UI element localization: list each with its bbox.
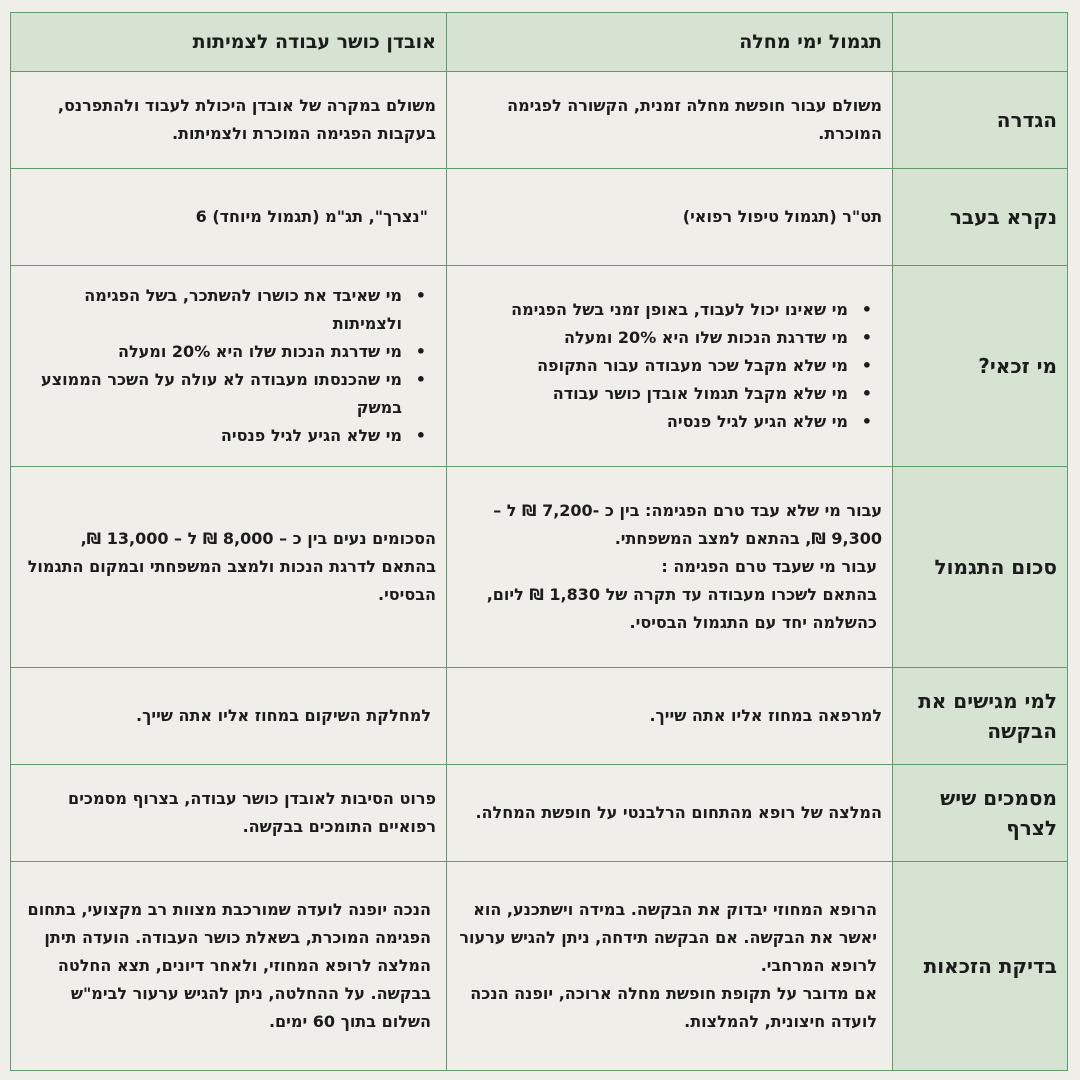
cell-text: עבור מי שלא עבד טרם הפגימה: בין כ -7,200 ₪ ל – 9,300 ₪, בהתאם למצב המשפחתי. — [493, 501, 882, 548]
list-item: • מי שדרגת הנכות שלו היא 20% ומעלה — [21, 338, 402, 366]
cell-text: תט"ר (תגמול טיפול רפואי) — [682, 207, 882, 226]
list-item: • מי שלא מקבל שכר מעבודה עבור התקופה — [457, 352, 848, 380]
list-item: • מי שהכנסתו מעבודה לא עולה על השכר הממוצע במשק — [21, 366, 402, 422]
row-header-former-name: נקרא בעבר — [893, 169, 1068, 266]
cell-text: המלצה של רופא מהתחום הרלבנטי על חופשת המחלה. — [475, 803, 882, 822]
column-header-sick-pay: תגמול ימי מחלה — [447, 13, 893, 72]
table-row — [11, 862, 1068, 1071]
row-header-submit-to: למי מגישים את הבקשה — [893, 668, 1068, 765]
cell-disability-eligibility — [11, 266, 447, 467]
column-header-work-disability: אובדן כושר עבודה לצמיתות — [11, 13, 447, 72]
cell-sick-former-name — [447, 169, 893, 266]
cell-text: אם מדובר על תקופת חופשת מחלה ארוכה, יופנה הנכה לועדה חיצונית, להמלצות. — [470, 984, 877, 1031]
table-row — [11, 72, 1068, 169]
header-row — [11, 13, 1068, 72]
cell-text: משולם עבור חופשת מחלה זמנית, הקשורה לפגימה המוכרת. — [507, 96, 882, 143]
table-row — [11, 668, 1068, 765]
cell-text: הנכה יופנה לועדה שמורכבת מצוות רב מקצועי, בתחום הפגימה המוכרת, בשאלת כושר העבודה. הועדה תיתן המלצה לרופא המחוזי, ולאחר דיונים, תצא החלטה בבקשה. על ההחלטה, ניתן להגיש ערעור לבימ"ש השלום בתוך 60 ימים. — [27, 900, 431, 1031]
cell-sick-amount — [447, 467, 893, 668]
row-header-eligibility-check: בדיקת הזכאות — [893, 862, 1068, 1071]
row-header-amount: סכום התגמול — [893, 467, 1068, 668]
cell-sick-eligibility-check — [447, 862, 893, 1071]
cell-disability-documents — [11, 765, 447, 862]
cell-text: הסכומים נעים בין כ – 8,000 ₪ ל – 13,000 ₪, בהתאם לדרגת הנכות ולמצב המשפחתי ובמקום התגמול הבסיסי. — [27, 529, 436, 604]
table-row — [11, 765, 1068, 862]
list-item: • מי שאיבד את כושרו להשתכר, בשל הפגימה ולצמיתות — [21, 282, 402, 338]
cell-text: למרפאה במחוז אליו אתה שייך. — [649, 706, 882, 725]
row-header-definition: הגדרה — [893, 72, 1068, 169]
cell-text: בהתאם לשכרו מעבודה עד תקרה של 1,830 ₪ ליום, כהשלמה יחד עם התגמול הבסיסי. — [486, 585, 877, 632]
cell-text: פרוט הסיבות לאובדן כושר עבודה, בצרוף מסמכים רפואיים התומכים בבקשה. — [68, 789, 436, 836]
cell-disability-former-name — [11, 169, 447, 266]
cell-sick-submit-to — [447, 668, 893, 765]
row-header-eligibility: מי זכאי? — [893, 266, 1068, 467]
row-header-documents: מסמכים שיש לצרף — [893, 765, 1068, 862]
corner-cell — [893, 13, 1068, 72]
cell-disability-definition — [11, 72, 447, 169]
cell-sick-eligibility — [447, 266, 893, 467]
eligibility-list — [21, 282, 436, 450]
table-row — [11, 266, 1068, 467]
cell-disability-amount — [11, 467, 447, 668]
table-row — [11, 169, 1068, 266]
cell-text: הרופא המחוזי יבדוק את הבקשה. במידה וישתכנע, הוא יאשר את הבקשה. אם הבקשה תידחה, ניתן להגיש ערעור לרופא המרחבי. — [459, 900, 877, 975]
list-item: • מי שלא הגיע לגיל פנסיה — [457, 408, 848, 436]
cell-disability-submit-to — [11, 668, 447, 765]
list-item: • מי שאינו יכול לעבוד, באופן זמני בשל הפגימה — [457, 296, 848, 324]
list-item: • מי שלא מקבל תגמול אובדן כושר עבודה — [457, 380, 848, 408]
cell-sick-definition — [447, 72, 893, 169]
comparison-table — [10, 12, 1068, 1071]
eligibility-list — [457, 296, 882, 436]
cell-text: למחלקת השיקום במחוז אליו אתה שייך. — [136, 706, 431, 725]
cell-sick-documents — [447, 765, 893, 862]
list-item: • מי שלא הגיע לגיל פנסיה — [21, 422, 402, 450]
cell-disability-eligibility-check — [11, 862, 447, 1071]
cell-text: משולם במקרה של אובדן היכולת לעבוד ולהתפרנס, בעקבות הפגימה המוכרת ולצמיתות. — [57, 96, 436, 143]
list-item: • מי שדרגת הנכות שלו היא 20% ומעלה — [457, 324, 848, 352]
cell-text: עבור מי שעבד טרם הפגימה : — [661, 557, 877, 576]
cell-text: "נצרך", תג"מ (תגמול מיוחד) 6 — [195, 207, 428, 226]
table-row — [11, 467, 1068, 668]
